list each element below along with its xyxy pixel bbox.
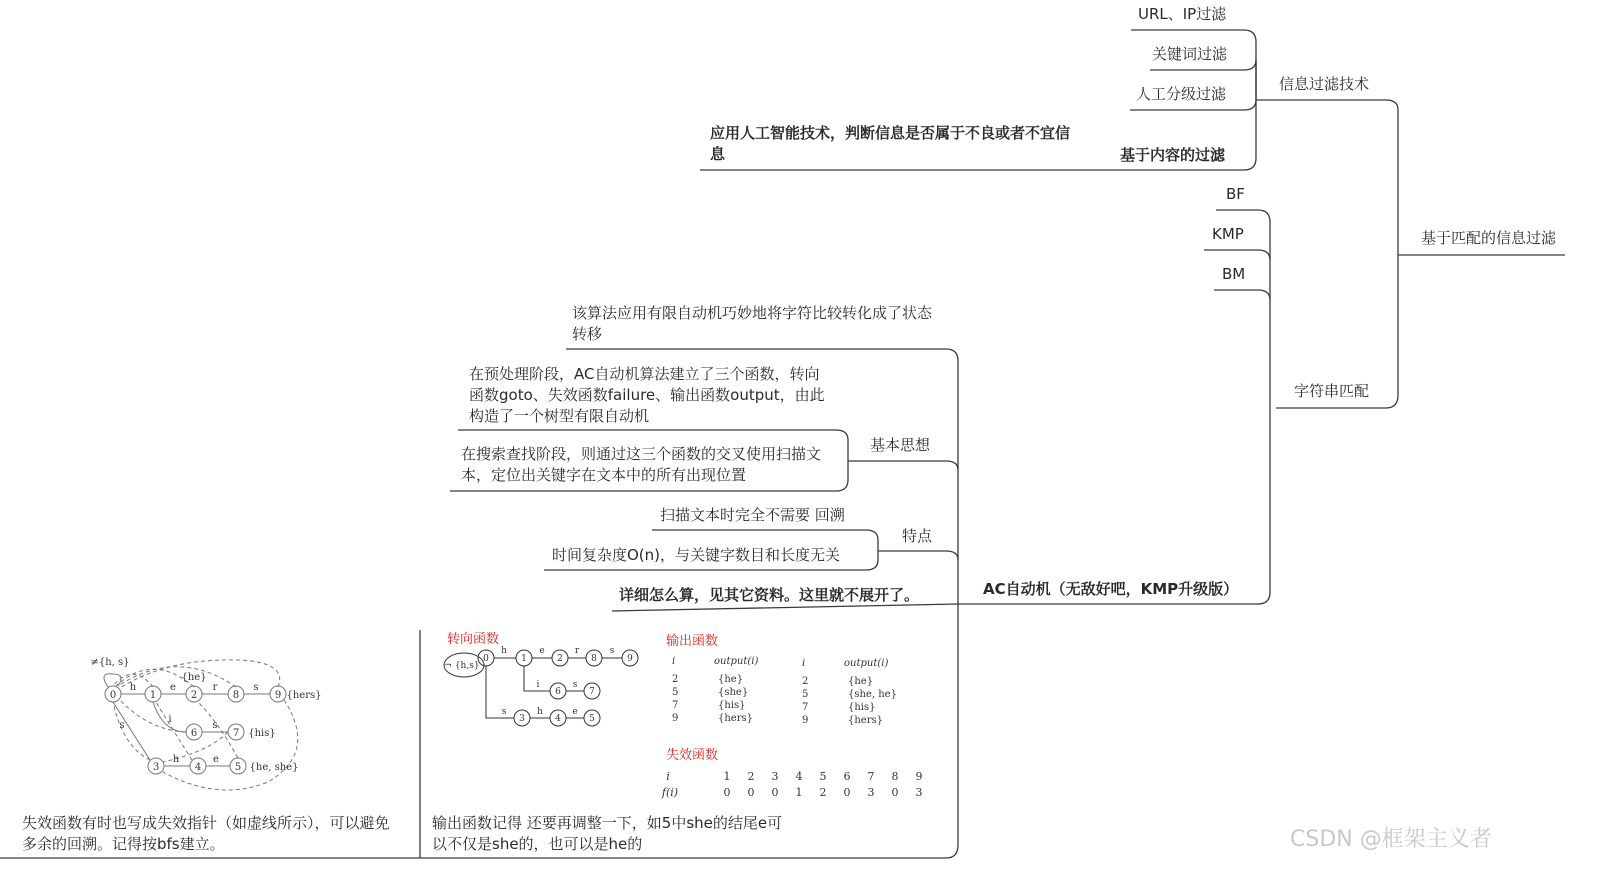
svg-text:{hers}: {hers}: [848, 715, 883, 726]
svg-text:s: s: [501, 707, 507, 717]
svg-text:output(i): output(i): [844, 658, 889, 669]
svg-text:¬ {h,s}: ¬ {h,s}: [444, 661, 480, 671]
output-adjust-note: 输出函数记得 还要再调整一下，如5中she的结尾e可以不仅是she的，也可以是he的: [432, 814, 783, 853]
detail-note: 详细怎么算，见其它资料。这里就不展开了。: [619, 586, 920, 604]
svg-text:f(i): f(i): [661, 786, 679, 799]
svg-text:{his}: {his}: [718, 700, 746, 711]
svg-text:6: 6: [843, 770, 851, 783]
filter-item-keyword: 关键词过滤: [1152, 45, 1228, 63]
svg-text:{she, he}: {she, he}: [848, 689, 897, 700]
svg-text:2: 2: [802, 676, 809, 687]
svg-text:9: 9: [672, 713, 679, 724]
svg-text:{he}: {he}: [181, 672, 207, 683]
svg-text:e: e: [213, 754, 219, 765]
ac-automaton-node: AC自动机（无敌好吧，KMP升级版）: [983, 580, 1239, 598]
svg-text:1: 1: [149, 690, 157, 701]
svg-text:5: 5: [819, 770, 827, 783]
svg-text:i: i: [666, 770, 670, 783]
svg-text:7: 7: [867, 770, 875, 783]
svg-text:h: h: [172, 754, 180, 765]
string-item-bm: BM: [1222, 265, 1246, 283]
svg-text:5: 5: [234, 762, 242, 773]
svg-text:2: 2: [190, 690, 198, 701]
branch-string-match: 字符串匹配: [1294, 382, 1370, 400]
string-item-kmp: KMP: [1212, 225, 1244, 243]
svg-text:h: h: [129, 682, 137, 693]
svg-text:5: 5: [589, 714, 595, 724]
svg-text:0: 0: [747, 786, 755, 799]
svg-text:{he, she}: {he, she}: [249, 762, 299, 773]
feature-item-complexity: 时间复杂度O(n)，与关键字数目和长度无关: [552, 546, 841, 564]
svg-text:5: 5: [672, 687, 679, 698]
output-title: 输出函数: [666, 634, 719, 649]
svg-text:{hers}: {hers}: [286, 690, 322, 701]
svg-text:9: 9: [627, 654, 633, 664]
svg-text:output(i): output(i): [714, 656, 759, 667]
content-filter-note: 应用人工智能技术，判断信息是否属于不良或者不宜信息: [710, 124, 1071, 163]
filter-item-manual: 人工分级过滤: [1136, 85, 1227, 103]
svg-text:h: h: [501, 646, 507, 656]
svg-text:s: s: [212, 720, 218, 731]
self-loop-label: ≠{h, s}: [90, 657, 130, 668]
goto-function-graph: [442, 645, 652, 730]
goto-title: 转向函数: [447, 632, 500, 647]
svg-text:1: 1: [723, 770, 731, 783]
svg-text:8: 8: [891, 770, 899, 783]
svg-text:h: h: [537, 707, 543, 717]
svg-text:2: 2: [672, 674, 679, 685]
svg-text:8: 8: [232, 690, 240, 701]
root-node: 基于匹配的信息过滤: [1421, 229, 1557, 247]
watermark: CSDN @框架主义者: [1290, 827, 1492, 852]
svg-text:0: 0: [891, 786, 899, 799]
string-item-bf: BF: [1226, 185, 1245, 203]
svg-text:{she}: {she}: [718, 687, 749, 698]
idea-item-search: 在搜索查找阶段，则通过这三个函数的交叉使用扫描文本，定位出关键字在文本中的所有出现位置: [461, 445, 822, 484]
svg-text:3: 3: [915, 786, 923, 799]
svg-text:{his}: {his}: [848, 702, 876, 713]
svg-text:7: 7: [672, 700, 679, 711]
svg-text:i: i: [536, 680, 540, 690]
svg-text:5: 5: [802, 689, 809, 700]
failure-pointer-note: 失效函数有时也写成失效指针（如虚线所示），可以避免多余的回溯。记得按bfs建立。: [22, 814, 390, 853]
svg-text:s: s: [253, 682, 259, 693]
svg-text:s: s: [609, 646, 615, 656]
svg-text:4: 4: [194, 762, 202, 773]
feature-node: 特点: [902, 527, 933, 545]
output-function-table: [666, 652, 906, 727]
svg-text:r: r: [212, 682, 218, 693]
svg-text:s: s: [119, 720, 125, 731]
branch-info-filter: 信息过滤技术: [1279, 75, 1370, 93]
svg-text:1: 1: [521, 654, 527, 664]
svg-text:7: 7: [802, 702, 809, 713]
svg-text:i: i: [672, 656, 676, 667]
failure-function-table: [656, 768, 936, 802]
svg-text:0: 0: [109, 690, 117, 701]
svg-text:0: 0: [771, 786, 779, 799]
svg-text:7: 7: [589, 687, 595, 697]
svg-text:0: 0: [483, 654, 489, 664]
svg-text:4: 4: [555, 714, 561, 724]
filter-item-content: 基于内容的过滤: [1120, 146, 1226, 164]
svg-text:3: 3: [867, 786, 875, 799]
svg-text:4: 4: [795, 770, 803, 783]
svg-text:9: 9: [802, 715, 809, 726]
idea-item-preprocessing: 在预处理阶段，AC自动机算法建立了三个函数，转向函数goto、失效函数failure、输出函数output，由此构造了一个树型有限自动机: [469, 365, 825, 425]
svg-text:7: 7: [232, 728, 240, 739]
svg-text:{hers}: {hers}: [718, 713, 753, 724]
svg-text:0: 0: [723, 786, 731, 799]
svg-text:2: 2: [747, 770, 755, 783]
svg-text:9: 9: [274, 690, 282, 701]
svg-text:3: 3: [771, 770, 779, 783]
svg-text:6: 6: [555, 687, 561, 697]
svg-text:0: 0: [843, 786, 851, 799]
svg-text:6: 6: [190, 728, 198, 739]
svg-text:{he}: {he}: [718, 674, 744, 685]
svg-text:e: e: [539, 646, 545, 656]
svg-text:2: 2: [557, 654, 563, 664]
svg-text:i: i: [168, 714, 172, 725]
svg-text:i: i: [802, 658, 806, 669]
svg-text:3: 3: [519, 714, 525, 724]
idea-item-state-transition: 该算法应用有限自动机巧妙地将字符比较转化成了状态转移: [572, 304, 933, 343]
svg-text:9: 9: [915, 770, 923, 783]
svg-text:{he}: {he}: [848, 676, 874, 687]
failure-title: 失效函数: [666, 748, 719, 763]
filter-item-url-ip: URL、IP过滤: [1138, 5, 1227, 23]
svg-text:r: r: [574, 646, 580, 656]
svg-text:s: s: [572, 680, 578, 690]
svg-text:3: 3: [152, 762, 160, 773]
svg-text:{his}: {his}: [248, 728, 276, 739]
svg-text:1: 1: [795, 786, 803, 799]
svg-text:2: 2: [819, 786, 827, 799]
feature-item-no-backtrack: 扫描文本时完全不需要 回溯: [660, 506, 845, 524]
basic-idea-node: 基本思想: [870, 436, 931, 454]
svg-text:e: e: [170, 682, 176, 693]
svg-text:e: e: [572, 707, 578, 717]
svg-text:8: 8: [591, 654, 597, 664]
ac-automaton-diagram: [88, 652, 418, 802]
